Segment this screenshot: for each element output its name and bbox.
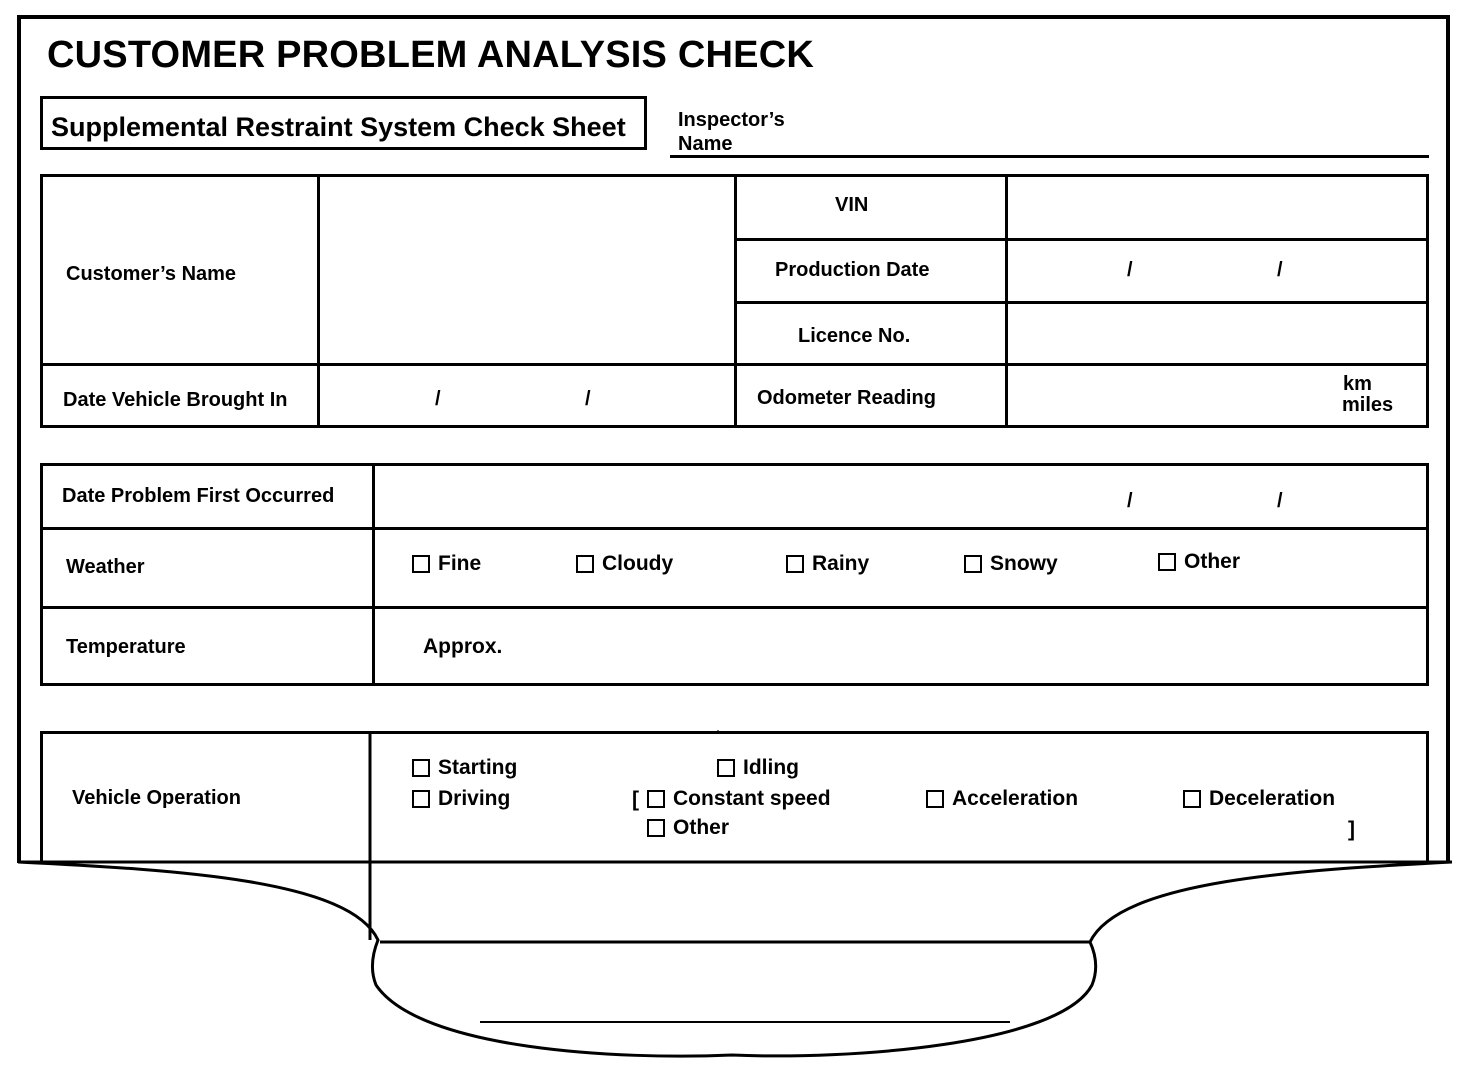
option-label: Driving [438, 787, 511, 810]
option-label: Starting [438, 756, 518, 779]
date-brought-in-label: Date Vehicle Brought In [63, 389, 288, 411]
bracket-open: [ [632, 788, 639, 811]
odometer-unit-miles: miles [1342, 394, 1394, 416]
date-separator: / [1277, 490, 1283, 512]
date-separator: / [1127, 259, 1133, 281]
option-label: Idling [743, 756, 799, 779]
wave-outline [18, 862, 1452, 1056]
licence-no-label: Licence No. [798, 325, 911, 347]
odometer-unit-km: km [1343, 373, 1372, 395]
option-label: Fine [438, 552, 482, 575]
option-label: Rainy [812, 552, 870, 575]
temperature-label: Temperature [66, 636, 186, 658]
option-label: Deceleration [1209, 787, 1336, 810]
vehicle-operation-label: Vehicle Operation [72, 787, 241, 809]
odometer-label: Odometer Reading [757, 387, 936, 409]
inspector-label-line1: Inspector’s [678, 109, 785, 131]
page-title: CUSTOMER PROBLEM ANALYSIS CHECK [47, 34, 814, 76]
date-separator: / [585, 388, 591, 410]
temperature-approx[interactable]: Approx. [423, 635, 503, 658]
inspector-label-line2: Name [678, 133, 733, 155]
option-label: Constant speed [673, 787, 831, 810]
weather-label: Weather [66, 556, 145, 578]
option-label: Other [1184, 550, 1241, 573]
option-label: Cloudy [602, 552, 674, 575]
customer-name-label: Customer’s Name [66, 263, 237, 285]
date-separator: / [1127, 490, 1133, 512]
option-label: Other [673, 816, 730, 839]
bracket-close: ] [1348, 818, 1355, 841]
subtitle: Supplemental Restraint System Check Sheet [51, 112, 626, 142]
stray-dot: · [716, 723, 721, 739]
production-date-label: Production Date [775, 259, 930, 281]
option-label: Acceleration [952, 787, 1079, 810]
date-separator: / [435, 388, 441, 410]
vin-label: VIN [835, 194, 869, 216]
option-label: Snowy [990, 552, 1058, 575]
date-separator: / [1277, 259, 1283, 281]
date-first-occurred-label: Date Problem First Occurred [62, 485, 335, 507]
